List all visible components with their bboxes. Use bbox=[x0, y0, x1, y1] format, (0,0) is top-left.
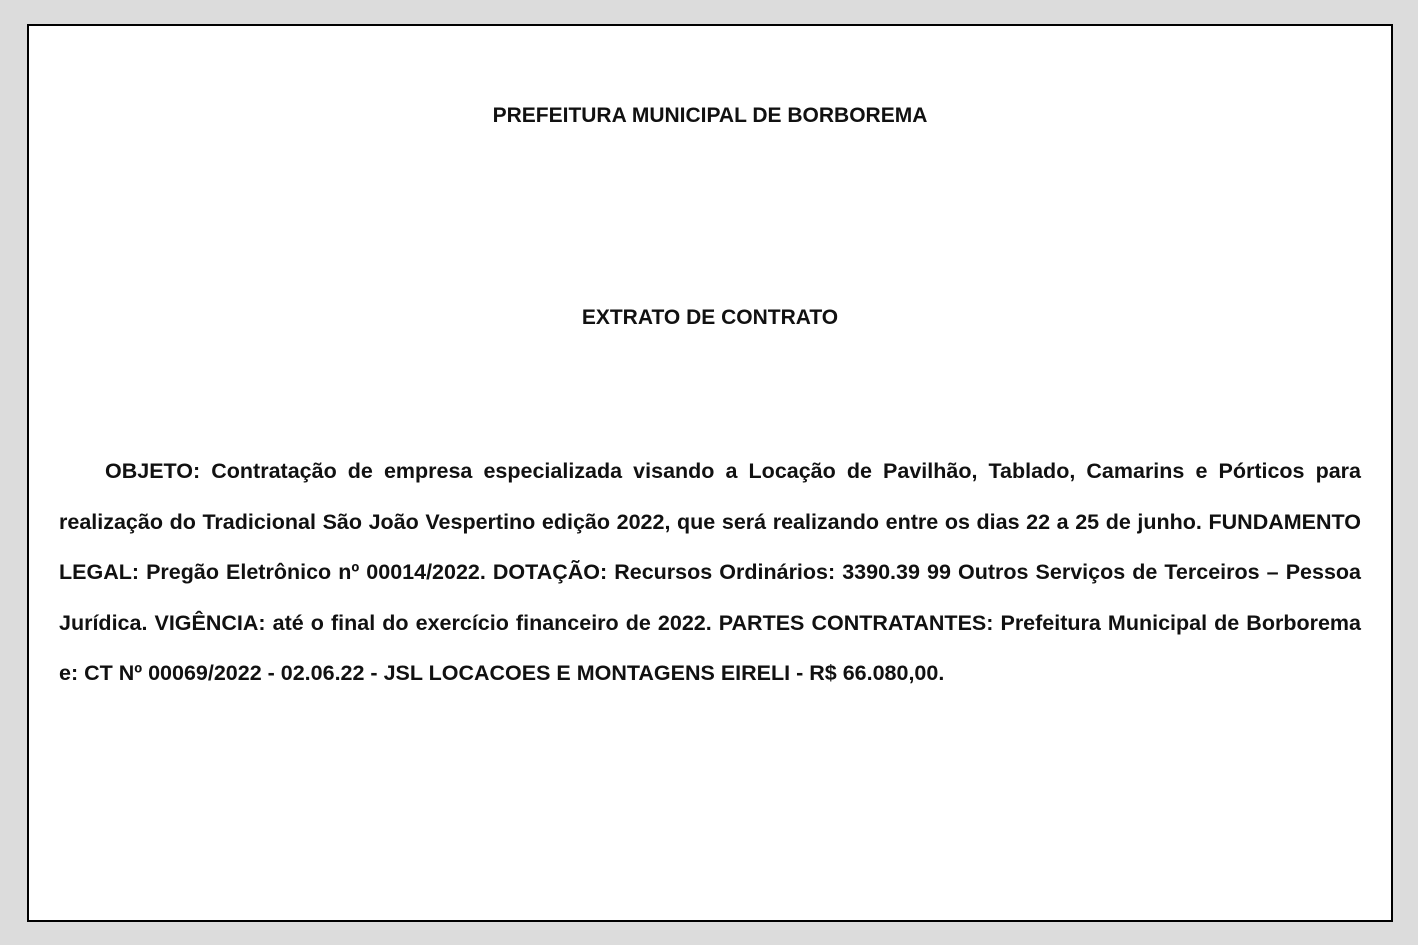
document-title: EXTRATO DE CONTRATO bbox=[581, 306, 839, 329]
contract-body-text: OBJETO: Contratação de empresa especializada visando a Locação de Pavilhão, Tablado, Camarins e Pórticos para realização do Tradicional São João Vespertino edição 2022, que será realizando entre os dias 22 a 25 de junho. FUNDAMENTO LEGAL: Pregão Eletrônico nº 00014/2022. DOTAÇÃO: Recursos Ordinários: 3390.39 99 Outros Serviços de Terceiros – Pessoa Jurídica. VIGÊNCIA: até o final do exercício financeiro de 2022. PARTES CONTRATANTES: Prefeitura Municipal de Borborema e: CT Nº 00069/2022 - 02.06.22 - JSL LOCACOES E MONTAGENS EIRELI - R$ 66.080,00. bbox=[59, 459, 1361, 686]
contract-notice bbox=[27, 24, 1393, 922]
issuer-heading: PREFEITURA MUNICIPAL DE BORBOREMA bbox=[492, 104, 928, 127]
